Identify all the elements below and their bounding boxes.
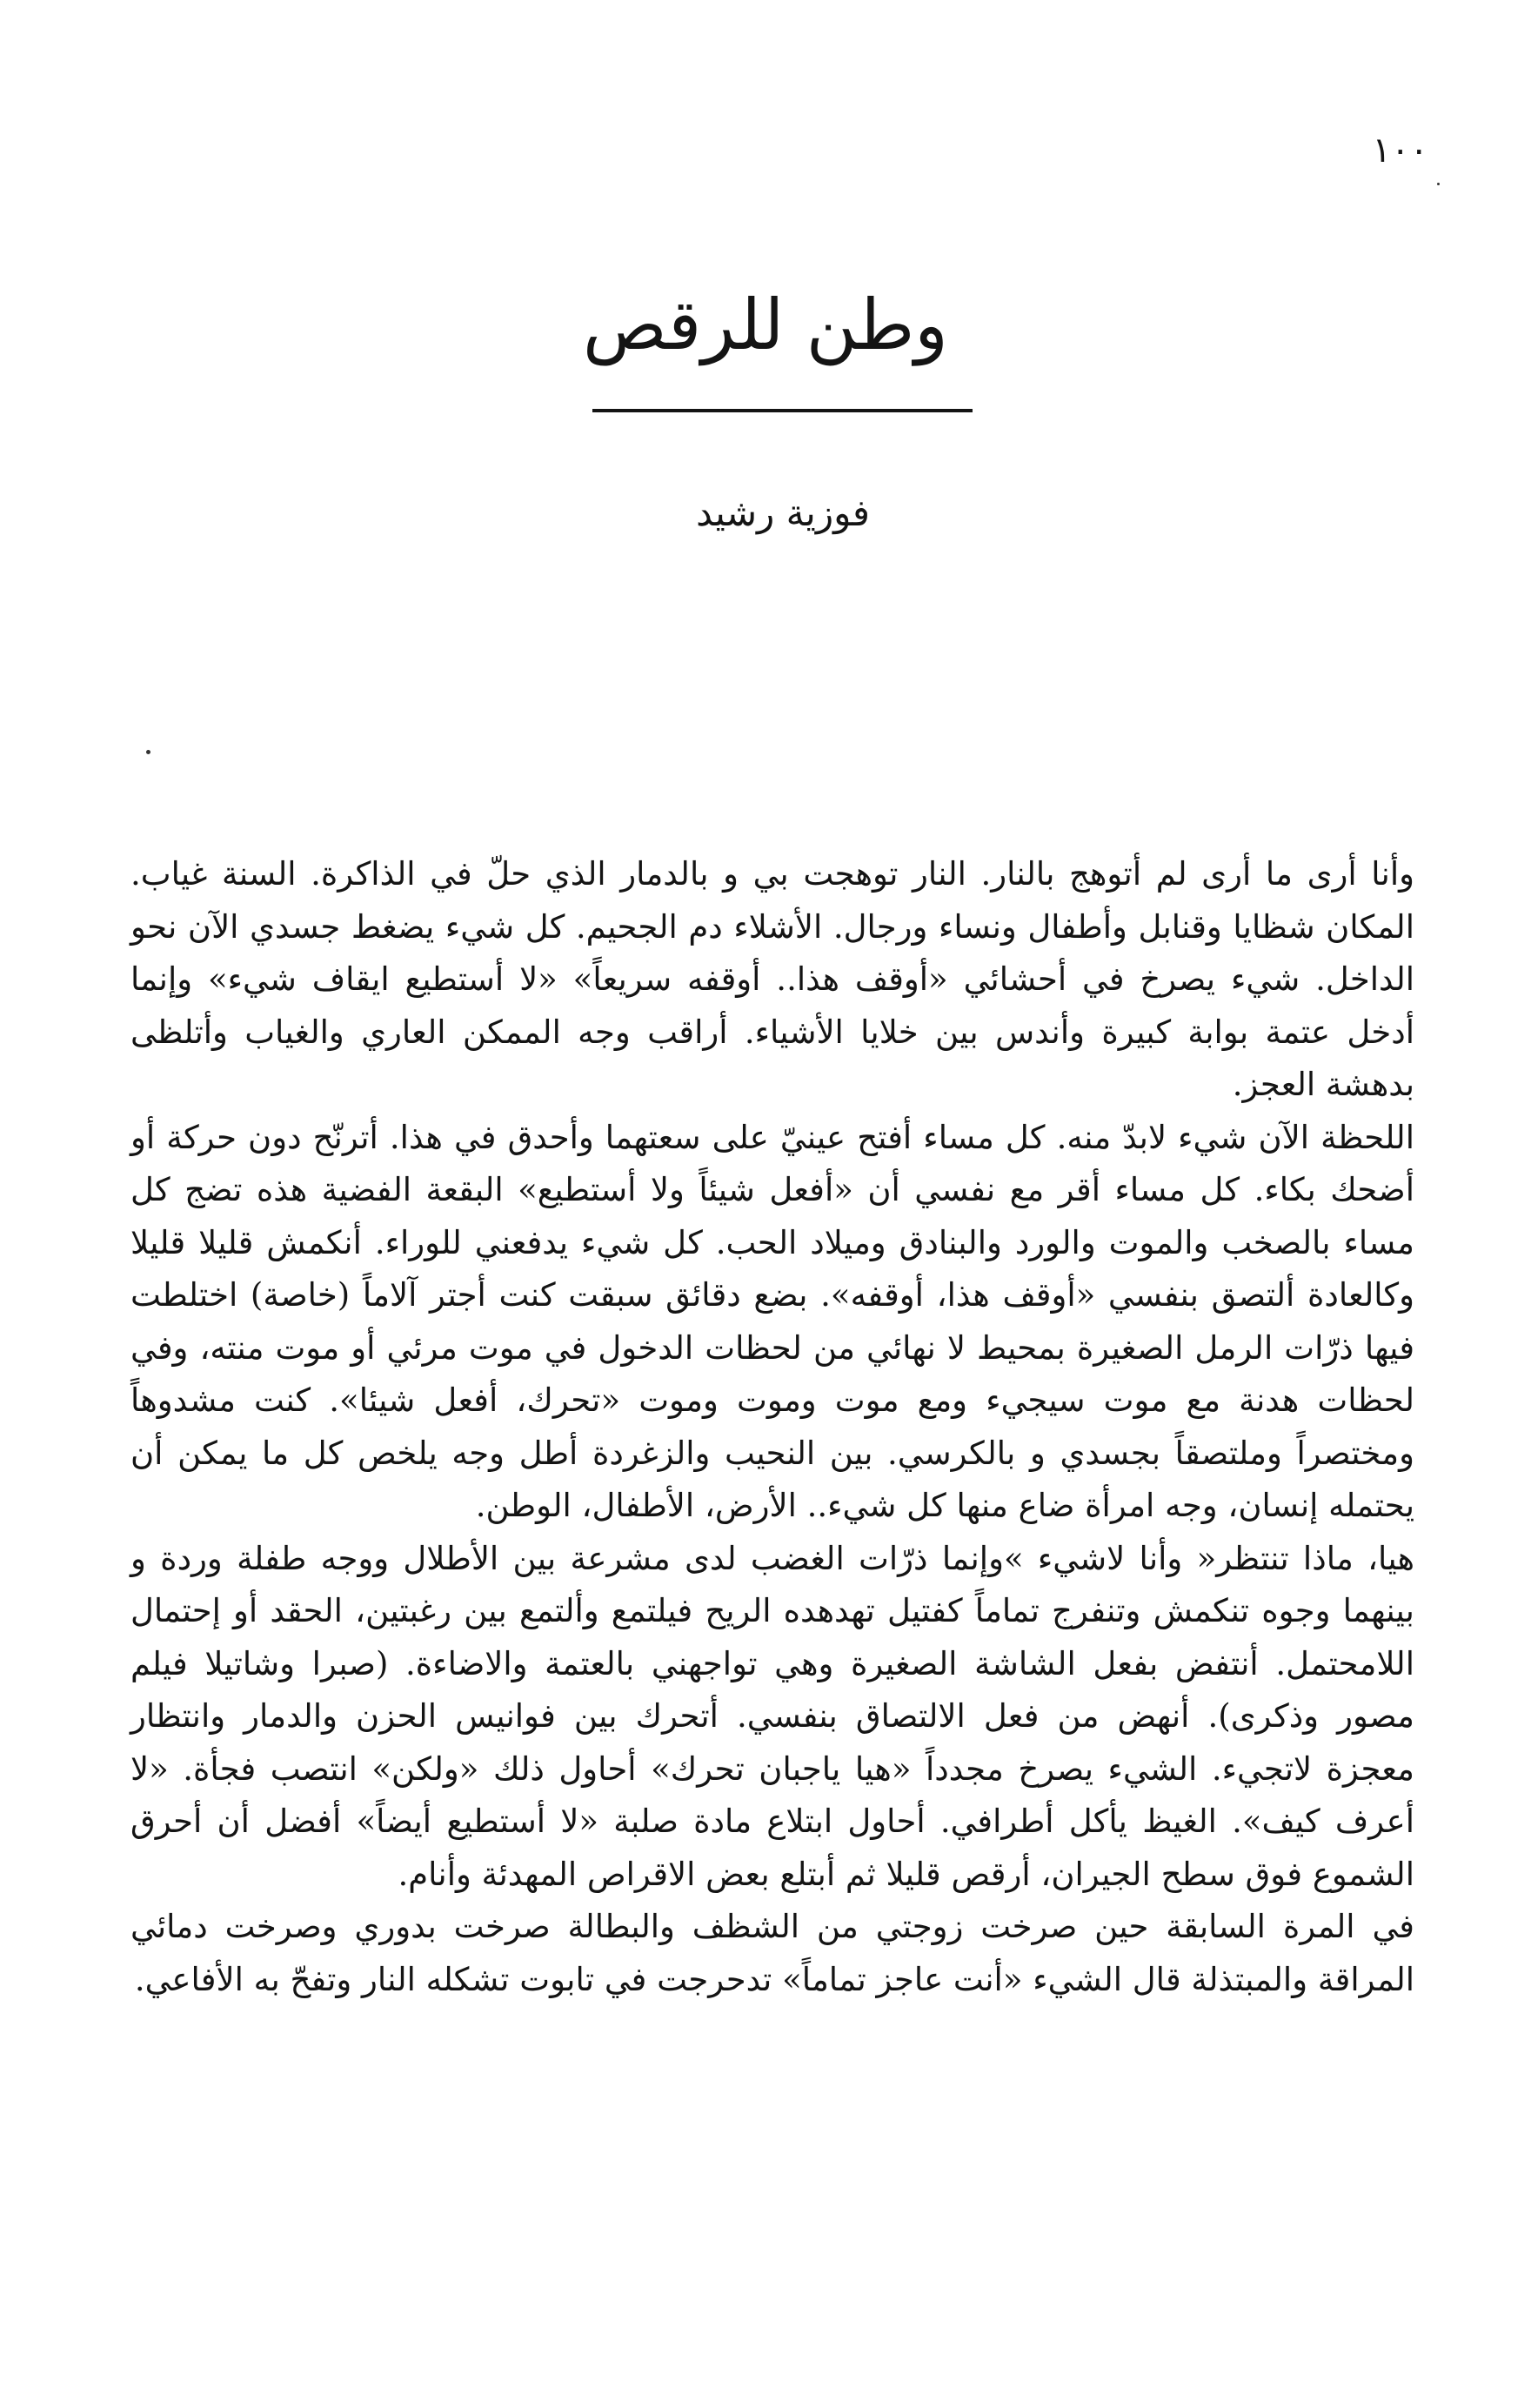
title-underline — [592, 409, 973, 412]
paragraph: وأنا أرى ما أرى لم أتوهج بالنار. النار توهجت بي و بالدمار الذي حلّ في الذاكرة. السنة غياب. المكان شظايا وقنابل وأطفال ونساء ورجال. الأشلاء دم الجحيم. كل شيء يضغط جسدي الآن نحو الداخل. شيء يصرخ في أحشائي «أوقف هذا.. أوقفه سريعاً» «لا أستطيع ايقاف شيء» وإنما أدخل عتمة بوابة كبيرة وأندس بين خلايا الأشياء. أراقب وجه الممكن العاري والغياب وأتلظى بدهشة العجز. — [130, 855, 1414, 1103]
page-number: ١٠٠ — [1372, 130, 1428, 171]
body-text — [130, 848, 1414, 2006]
paragraph: في المرة السابقة حين صرخت زوجتي من الشظف والبطالة صرخت بدوري وصرخت دمائي المراقة والمبتذلة قال الشيء «أنت عاجز تماماً» تدحرجت في تابوت تشكله النار وتفحّ به الأفاعي. — [130, 1908, 1414, 1998]
author-name: فوزية رشيد — [696, 492, 870, 534]
paragraph: اللحظة الآن شيء لابدّ منه. كل مساء أفتح عينيّ على سعتهما وأحدق في هذا. أترنّح دون حركة أو أضحك بكاء. كل مساء أقر مع نفسي أن «أفعل شيئاً ولا أستطيع» البقعة الفضية هذه تضج كل مساء بالصخب والموت والورد والبنادق وميلاد الحب. كل شيء يدفعني للوراء. أنكمش قليلا قليلا وكالعادة ألتصق بنفسي «أوقف هذا، أوقفه». بضع دقائق سبقت كنت أجتر آلاماً (خاصة) اختلطت فيها ذرّات الرمل الصغيرة بمحيط لا نهائي من لحظات الدخول في موت مرئي أو موت منته، وفي لحظات هدنة مع موت سيجيء ومع موت وموت وموت «تحرك، أفعل شيئا». كنت مشدوهاً ومختصراً وملتصقاً بجسدي و بالكرسي. بين النحيب والزغردة أطل وجه يلخص كل ما يمكن أن يحتمله إنسان، وجه امرأة ضاع منها كل شيء.. الأرض، الأطفال، الوطن. — [130, 1118, 1414, 1524]
chapter-title: وطن للرقص — [583, 284, 948, 365]
scan-speck — [1437, 183, 1440, 185]
paragraph: هيا، ماذا تنتظر« وأنا لاشيء »وإنما ذرّات الغضب لدى مشرعة بين الأطلال ووجه طفلة وردة و بينهما وجوه تنكمش وتنفرج تماماً كفتيل تهدهده الريح فيلتمع وألتمع بين رغبتين، الحقد أو إحتمال اللامحتمل. أنتفض بفعل الشاشة الصغيرة وهي تواجهني بالعتمة والاضاءة. (صبرا وشاتيلا فيلم مصور وذكرى). أنهض من فعل الالتصاق بنفسي. أتحرك بين فوانيس الحزن والدمار وانتظار معجزة لاتجيء. الشيء يصرخ مجدداً «هيا ياجبان تحرك» أحاول ذلك «ولكن» انتصب فجأة. «لا أعرف كيف». الغيظ يأكل أطرافي. أحاول ابتلاع مادة صلبة «لا أستطيع أيضاً» أفضل أن أحرق الشموع فوق سطح الجيران، أرقص قليلا ثم أبتلع بعض الاقراص المهدئة وأنام. — [130, 1539, 1414, 1893]
scan-speck — [146, 750, 150, 754]
